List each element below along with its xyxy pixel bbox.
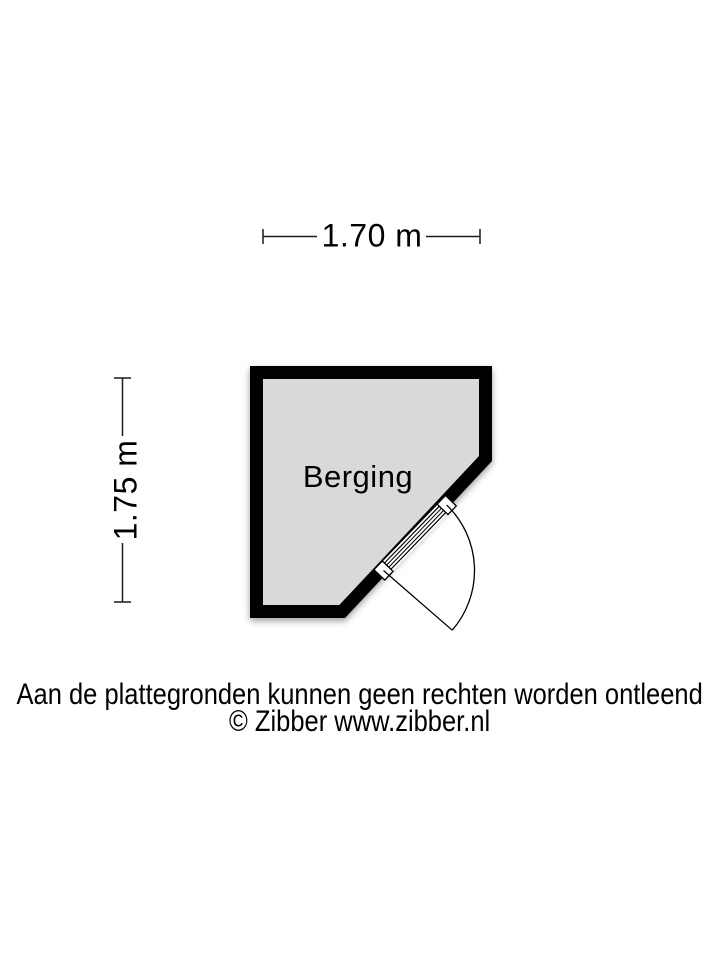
copyright-row [0, 704, 720, 738]
height-dimension-label: 1.75 m [107, 439, 144, 541]
width-dimension-label: 1.70 m [321, 217, 423, 254]
copyright-text: © Zibber www.zibber.nl [229, 704, 491, 738]
footer [0, 677, 720, 738]
door-open-line [384, 567, 453, 634]
room-label: Berging [302, 459, 414, 494]
disclaimer-text: Aan de plattegronden kunnen geen rechten worden ontleend [16, 677, 704, 711]
